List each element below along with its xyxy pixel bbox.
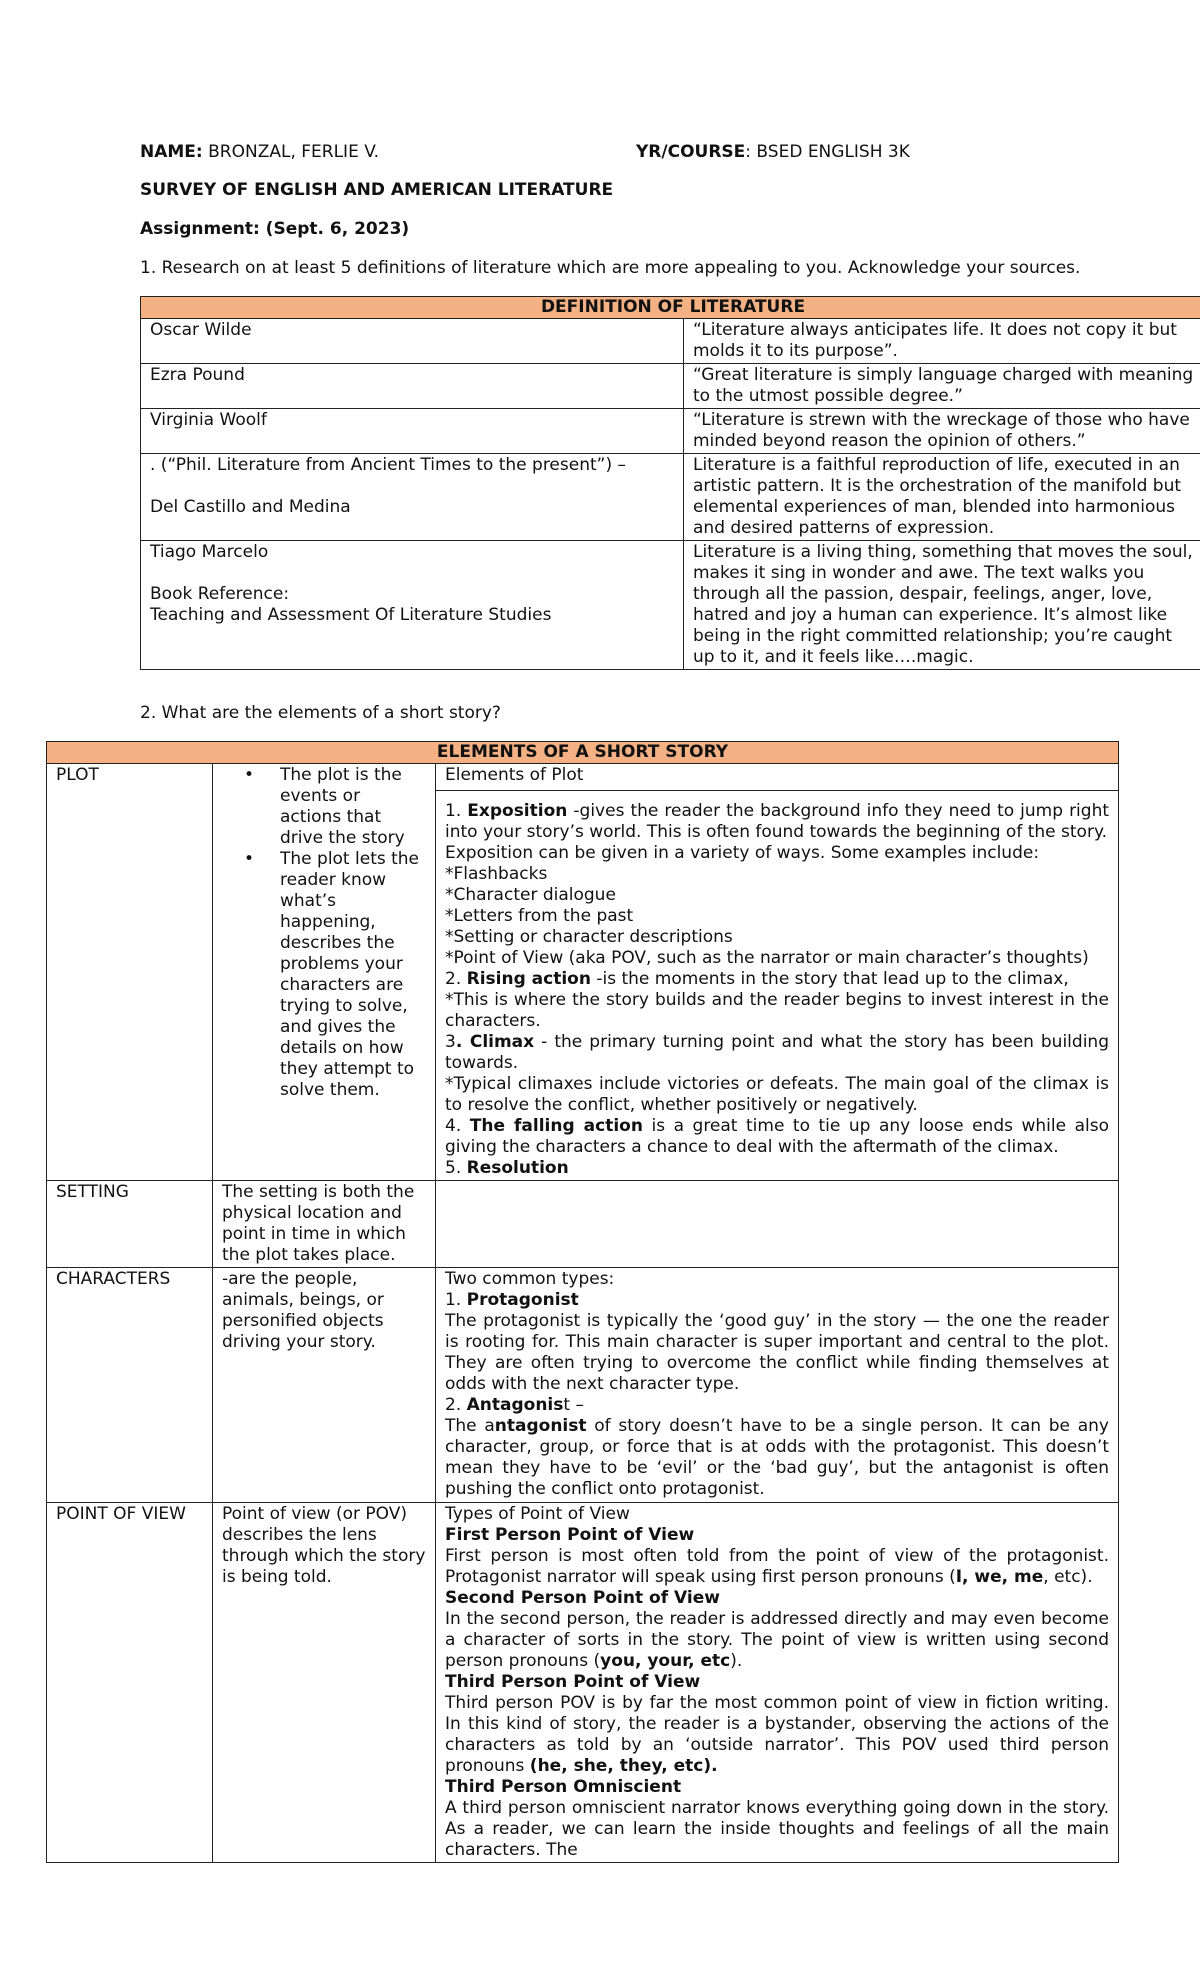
plot-line: *Letters from the past: [445, 906, 634, 926]
table-row: [47, 1181, 1119, 1268]
plot-line: 5. Resolution: [445, 1158, 569, 1178]
list-item: • The plot is the events or actions that drive the story: [280, 765, 426, 849]
author-cell: [141, 454, 684, 541]
element-details: [436, 764, 1119, 1181]
element-label: CHARACTERS: [47, 1268, 213, 1503]
pov-heading: First Person Point of View: [445, 1525, 695, 1545]
definitions-table: [140, 296, 1200, 670]
source-author: Del Castillo and Medina: [150, 497, 351, 517]
plot-line: *Point of View (aka POV, such as the narrator or main character’s thoughts): [445, 948, 1089, 968]
author-cell: Oscar Wilde: [141, 319, 684, 364]
table-header-row: [141, 297, 1200, 319]
plot-line: Exposition can be given in a variety of ways. Some examples include:: [445, 843, 1040, 863]
pov-line: Types of Point of View: [445, 1504, 630, 1524]
plot-line: *Setting or character descriptions: [445, 927, 733, 947]
plot-line: 1. Exposition -gives the reader the background info they need to jump right into your story’s world. This is often found towards the beginning of the story.: [445, 801, 1110, 842]
list-item: • The plot lets the reader know what’s happening, describes the problems your characters are trying to solve, and gives the details on how they attempt to solve them.: [280, 849, 426, 1101]
element-description: [213, 764, 436, 1181]
elements-table: [46, 741, 1119, 1863]
source-author: Tiago Marcelo: [150, 542, 269, 562]
characters-line: The protagonist is typically the ‘good guy’ in the story — the one the reader is rooting for. This main character is super important and central to the plot. They are often trying to overcome the conflict while finding themselves at odds with the next character type.: [445, 1311, 1109, 1394]
table-row: [141, 454, 1200, 541]
plot-line: 3. Climax - the primary turning point and what the story has been building towards.: [445, 1032, 1109, 1073]
student-course: YR/COURSE: BSED ENGLISH 3K: [636, 142, 910, 162]
element-label: POINT OF VIEW: [47, 1503, 213, 1863]
elements-table-title: ELEMENTS OF A SHORT STORY: [47, 742, 1119, 764]
definition-cell: Literature is a living thing, something that moves the soul, makes it sing in wonder and awe. The text walks you through all the passion, despair, feelings, anger, love, hatred and joy a human can experience. It’s almost like being in the right committed relationship; you’re caught up to it, and it feels like….magic.: [684, 541, 1200, 670]
table-row: [47, 1503, 1119, 1863]
table-row: [141, 319, 1200, 364]
element-description: -are the people, animals, beings, or personified objects driving your story.: [213, 1268, 436, 1503]
characters-line: 2. Antagonist –: [445, 1395, 584, 1415]
assignment-date: Assignment: (Sept. 6, 2023): [140, 219, 410, 239]
plot-line: 2. Rising action -is the moments in the story that lead up to the climax,: [445, 969, 1069, 989]
pov-heading: Third Person Omniscient: [445, 1777, 682, 1797]
definition-cell: “Literature always anticipates life. It does not copy it but molds it to its purpose”.: [684, 319, 1200, 364]
element-details: [436, 1503, 1119, 1863]
plot-line: *Flashbacks: [445, 864, 548, 884]
definitions-table-title: DEFINITION OF LITERATURE: [141, 297, 1200, 319]
pov-line: Third person POV is by far the most common point of view in fiction writing. In this kind of story, the reader is a bystander, observing the actions of the characters as told by an ‘outside narrator’. This POV used third person pronouns (he, she, they, etc).: [445, 1693, 1109, 1776]
plot-line: 4. The falling action is a great time to tie up any loose ends while also giving the characters a chance to deal with the aftermath of the climax.: [445, 1116, 1110, 1157]
element-label: SETTING: [47, 1181, 213, 1268]
subject-title: SURVEY OF ENGLISH AND AMERICAN LITERATURE: [140, 180, 614, 200]
element-details: [436, 1268, 1119, 1503]
author-cell: [141, 541, 684, 670]
definition-cell: “Great literature is simply language charged with meaning to the utmost possible degree.”: [684, 364, 1200, 409]
plot-line: *This is where the story builds and the reader begins to invest interest in the characters.: [445, 990, 1109, 1031]
book-reference-label: Book Reference:: [150, 584, 290, 604]
plot-bullet-list: [222, 765, 426, 1101]
table-row: [47, 764, 1119, 1181]
pov-line: First person is most often told from the point of view of the protagonist. Protagonist narrator will speak using first person pronouns (I, we, me, etc).: [445, 1546, 1109, 1587]
source-title: . (“Phil. Literature from Ancient Times to the present”) –: [150, 455, 626, 475]
plot-line: *Character dialogue: [445, 885, 616, 905]
pov-line: In the second person, the reader is addressed directly and may even become a character of sorts in the story. The point of view is written using second person pronouns (you, your, etc).: [445, 1609, 1109, 1671]
characters-line: 1. Protagonist: [445, 1290, 579, 1310]
table-row: [47, 1268, 1119, 1503]
element-description: The setting is both the physical location and point in time in which the plot takes place.: [213, 1181, 436, 1268]
characters-line: The antagonist of story doesn’t have to be a single person. It can be any character, group, or force that is at odds with the protagonist. This doesn’t mean they have to be ‘evil’ or the ‘bad guy’, but the antagonist is often pushing the conflict onto protagonist.: [445, 1416, 1109, 1499]
student-name: NAME: BRONZAL, FERLIE V.: [140, 142, 380, 162]
pov-line: A third person omniscient narrator knows everything going down in the story. As a reader, we can learn the inside thoughts and feelings of all the main characters. The: [445, 1798, 1109, 1860]
plot-details-title: Elements of Plot: [436, 765, 1118, 791]
element-details: [436, 1181, 1119, 1268]
table-row: [141, 541, 1200, 670]
pov-heading: Second Person Point of View: [445, 1588, 720, 1608]
definition-cell: Literature is a faithful reproduction of life, executed in an artistic pattern. It is the orchestration of the manifold but elemental experiences of man, blended into harmonious and desired patterns of expression.: [684, 454, 1200, 541]
book-reference-title: Teaching and Assessment Of Literature Studies: [150, 605, 552, 625]
header-row: [140, 142, 1180, 164]
author-cell: Virginia Woolf: [141, 409, 684, 454]
question-2: 2. What are the elements of a short story?: [140, 703, 501, 723]
pov-heading: Third Person Point of View: [445, 1672, 701, 1692]
definition-cell: “Literature is strewn with the wreckage of those who have minded beyond reason the opinion of others.”: [684, 409, 1200, 454]
plot-line: *Typical climaxes include victories or defeats. The main goal of the climax is to resolve the conflict, whether positively or negatively.: [445, 1074, 1109, 1115]
element-description: Point of view (or POV) describes the lens through which the story is being told.: [213, 1503, 436, 1863]
table-header-row: [47, 742, 1119, 764]
characters-line: Two common types:: [445, 1269, 615, 1289]
author-cell: Ezra Pound: [141, 364, 684, 409]
element-label: PLOT: [47, 764, 213, 1181]
table-row: [141, 364, 1200, 409]
question-1: 1. Research on at least 5 definitions of literature which are more appealing to you. Acknowledge your sources.: [140, 258, 1081, 278]
table-row: [141, 409, 1200, 454]
